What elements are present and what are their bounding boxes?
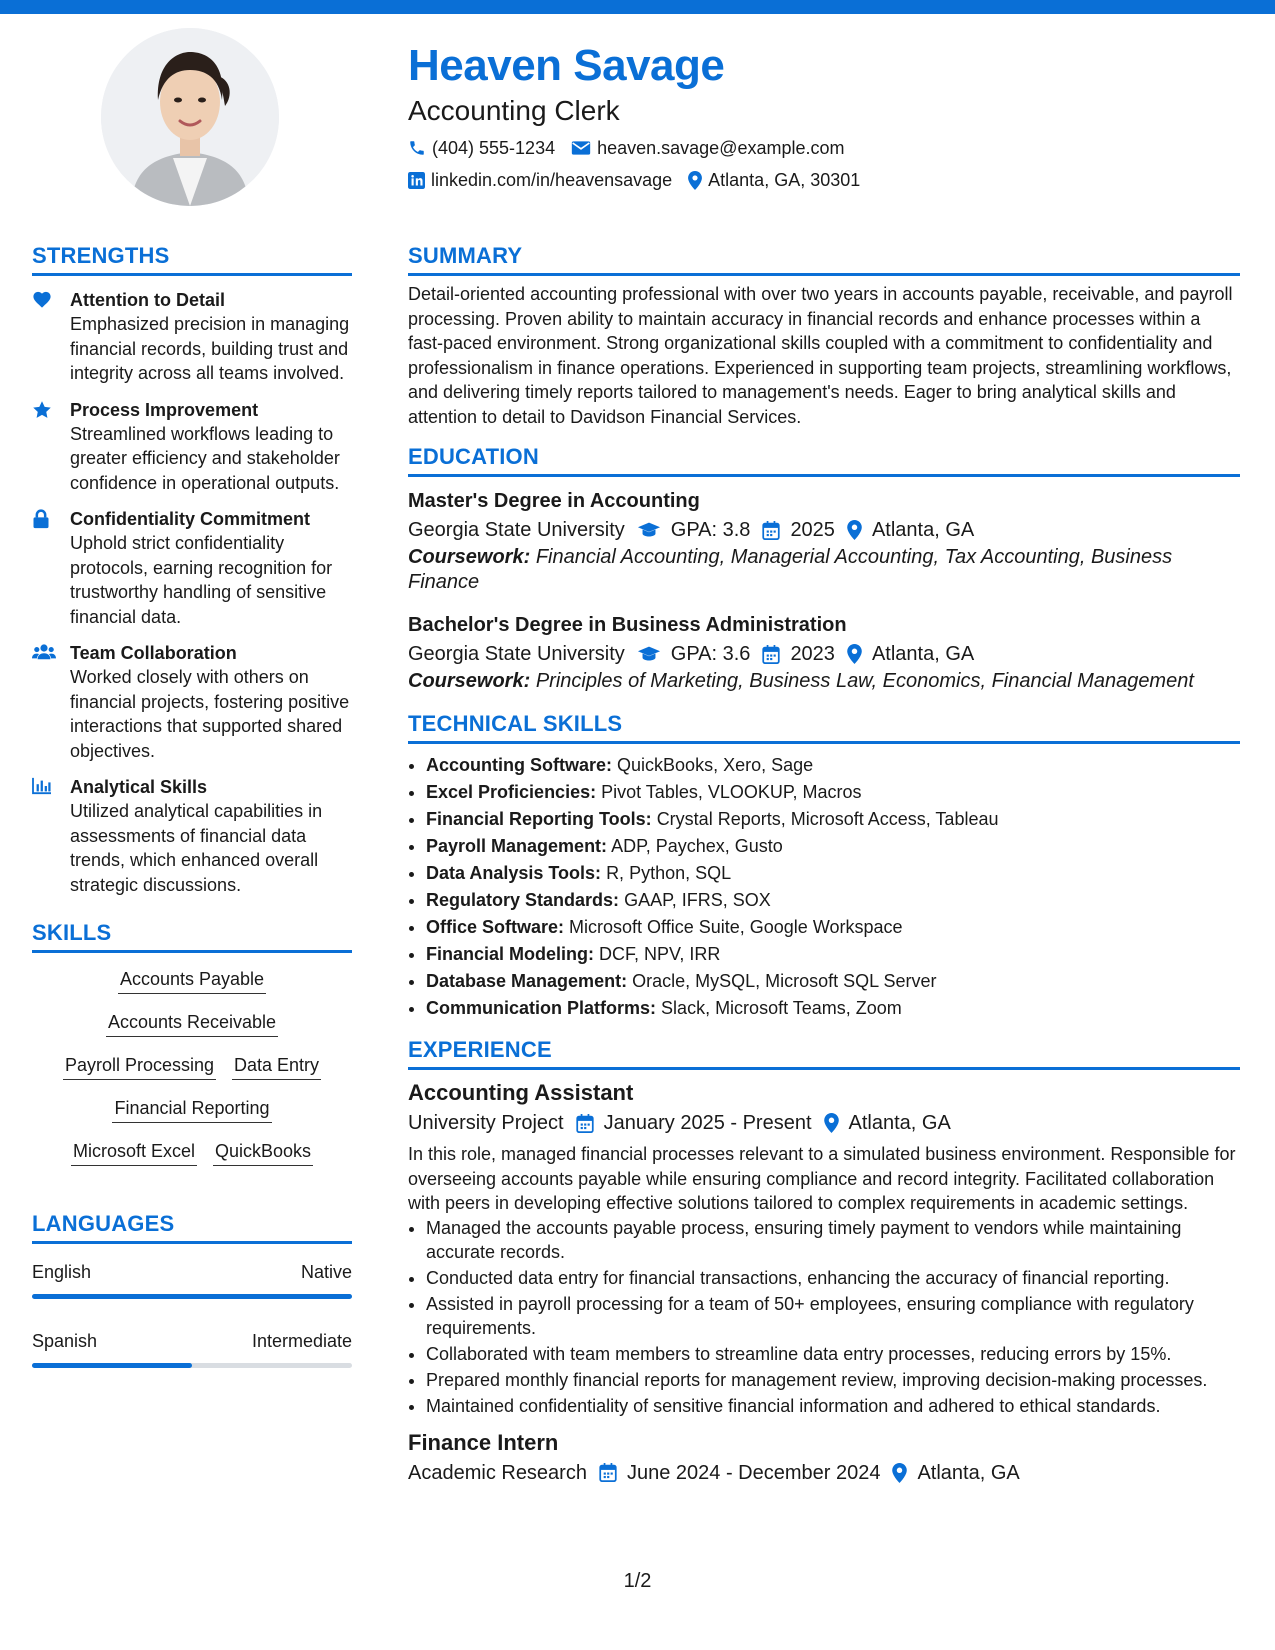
coursework: [408, 545, 1240, 595]
candidate-title: Accounting Clerk: [408, 95, 620, 126]
graduation-year: 2025: [790, 519, 835, 541]
phone-icon: [408, 139, 426, 157]
coursework: [408, 669, 1240, 694]
summary-heading: SUMMARY: [408, 242, 1240, 276]
experience-entry: [408, 1078, 1240, 1418]
degree-title: Bachelor's Degree in Business Administration: [408, 614, 847, 636]
language-item: [32, 1260, 352, 1299]
strength-desc: Emphasized precision in managing financial records, building trust and integrity across all teams involved.: [70, 314, 350, 383]
job-description: In this role, managed financial processes relevant to a simulated business environment. Responsible for overseeing accounts payable while ensuring compliance and record integrity. Facilitated collaboration with peers in developing effective solutions tailored to complex requirements in academic settings.: [408, 1144, 1236, 1213]
language-proficiency-fill: [32, 1294, 352, 1299]
contact-row-1: [408, 136, 1248, 160]
list-item: [426, 995, 1240, 1022]
tech-skill-value: GAAP, IFRS, SOX: [624, 890, 771, 910]
coursework-label: Coursework:: [408, 546, 531, 568]
language-level: Intermediate: [251, 1331, 352, 1351]
list-item: • Conducted data entry for financial transactions, enhancing the accuracy of financial reporting.: [426, 1266, 1240, 1290]
location-pin-icon: [892, 1463, 907, 1483]
tech-skill-label: Office Software:: [426, 917, 565, 937]
list-item: • Managed the accounts payable process, ensuring timely payment to vendors while maintaining accurate records.: [426, 1216, 1240, 1264]
language-level: Native: [300, 1262, 352, 1282]
coursework-list: Financial Accounting, Managerial Accounting, Tax Accounting, Business Finance: [408, 546, 1173, 593]
list-item: • Assisted in payroll processing for a team of 50+ employees, ensuring compliance with regulatory requirements.: [426, 1292, 1240, 1340]
experience-entry: [408, 1428, 1240, 1488]
school-name: Georgia State University: [408, 643, 625, 665]
gpa-text: GPA: 3.6: [670, 643, 751, 665]
list-item: [426, 752, 1240, 779]
chart-icon: [32, 777, 52, 795]
strength-item: [32, 288, 352, 386]
achievement-list: [408, 1216, 1240, 1418]
heart-icon: [32, 290, 52, 308]
skill-tag: Microsoft Excel: [71, 1139, 197, 1166]
languages-heading: LANGUAGES: [32, 1210, 352, 1244]
experience-meta: [408, 1108, 1240, 1138]
strength-desc: Worked closely with others on financial projects, fostering positive interactions that supported shared objectives.: [70, 667, 350, 761]
summary-text: Detail-oriented accounting professional with over two years in accounts payable, receivable, and payroll processing. Proven ability to maintain accuracy in financial records and enhance processes within a fast-paced environment. Strong organizational skills coupled with a commitment to confidentiality and professionalism in finance operations. Experienced in supporting team projects, streamlining workflows, and delivering timely reports tailored to management's needs. Eager to bring analytical skills and attention to detail to Davidson Financial Services.: [408, 284, 1233, 427]
strength-desc: Utilized analytical capabilities in assessments of financial data trends, which enhanced overall strategic discussions.: [70, 801, 323, 895]
resume-header: [408, 40, 1248, 192]
linkedin-icon: [408, 172, 425, 189]
job-location: Atlanta, GA: [848, 1112, 951, 1134]
language-name: English: [32, 1262, 92, 1282]
tech-skill-value: Crystal Reports, Microsoft Access, Tableau: [656, 809, 999, 829]
tech-skill-label: Data Analysis Tools:: [426, 863, 602, 883]
language-proficiency-bar: [32, 1363, 352, 1368]
skill-tag: Accounts Receivable: [106, 1010, 278, 1037]
job-dates: January 2025 - Present: [603, 1112, 812, 1134]
education-entry: [408, 611, 1240, 694]
strength-title: Analytical Skills: [70, 777, 208, 797]
job-dates: June 2024 - December 2024: [626, 1461, 881, 1484]
coursework-label: Coursework:: [408, 670, 531, 692]
school-name: Georgia State University: [408, 519, 625, 541]
list-item: [426, 779, 1240, 806]
strength-desc: Uphold strict confidentiality protocols, earning recognition for trustworthy handling of sensitive financial data.: [70, 533, 333, 627]
list-item: [426, 941, 1240, 968]
list-item: • Prepared monthly financial reports for management review, improving decision-making processes.: [426, 1368, 1240, 1392]
tech-skill-value: DCF, NPV, IRR: [599, 944, 721, 964]
tech-skill-label: Financial Modeling:: [426, 944, 595, 964]
tech-skill-value: R, Python, SQL: [606, 863, 732, 883]
strength-desc: Streamlined workflows leading to greater efficiency and stakeholder confidence in operational outputs.: [70, 423, 340, 493]
top-accent-bar: [0, 0, 1275, 14]
gpa-text: GPA: 3.8: [670, 519, 751, 541]
experience-heading: EXPERIENCE: [408, 1036, 1240, 1070]
graduation-year: 2023: [790, 643, 835, 665]
calendar-icon: [576, 1114, 594, 1133]
strengths-heading: STRENGTHS: [32, 242, 352, 276]
location-pin-icon: [688, 171, 702, 190]
coursework-list: Principles of Marketing, Business Law, Economics, Financial Management: [535, 670, 1194, 692]
language-item: [32, 1329, 352, 1368]
tech-skill-value: Slack, Microsoft Teams, Zoom: [661, 998, 902, 1018]
profile-photo-illustration: [101, 28, 279, 206]
strength-title: Attention to Detail: [70, 290, 225, 310]
education-meta: [408, 639, 1240, 669]
list-item: • Maintained confidentiality of sensitive financial information and adhered to ethical standards.: [426, 1394, 1240, 1418]
job-location: Atlanta, GA: [917, 1461, 1020, 1484]
language-proficiency-bar: [32, 1294, 352, 1299]
tech-skill-label: Database Management:: [426, 971, 628, 991]
technical-skills-heading: TECHNICAL SKILLS: [408, 710, 1240, 744]
calendar-icon: [599, 1463, 617, 1482]
experience-meta: [408, 1458, 1240, 1488]
list-item: [426, 806, 1240, 833]
strength-title: Team Collaboration: [70, 643, 237, 663]
tech-skill-label: Payroll Management:: [426, 836, 608, 856]
list-item: [426, 833, 1240, 860]
tech-skill-label: Regulatory Standards:: [426, 890, 620, 910]
skill-tag: Payroll Processing: [63, 1053, 216, 1080]
calendar-icon: [762, 521, 780, 540]
envelope-icon: [571, 140, 591, 156]
organization: University Project: [408, 1112, 564, 1134]
email-text: heaven.savage@example.com: [597, 137, 845, 158]
skill-tag: QuickBooks: [213, 1139, 313, 1166]
tech-skill-value: Oracle, MySQL, Microsoft SQL Server: [632, 971, 937, 991]
school-location: Atlanta, GA: [871, 519, 975, 541]
graduation-cap-icon: [637, 521, 661, 539]
education-heading: EDUCATION: [408, 443, 1240, 477]
strength-item: [32, 398, 352, 496]
tech-skill-value: ADP, Paychex, Gusto: [611, 836, 783, 856]
job-title: Finance Intern: [408, 1429, 559, 1455]
skills-list: [32, 967, 352, 1166]
school-location: Atlanta, GA: [871, 643, 975, 665]
page-number: 1/2: [623, 1570, 652, 1592]
candidate-name: Heaven Savage: [408, 41, 725, 90]
users-icon: [32, 643, 56, 661]
graduation-cap-icon: [637, 645, 661, 663]
skill-tag: Data Entry: [232, 1053, 321, 1080]
tech-skill-label: Communication Platforms:: [426, 998, 657, 1018]
list-item: [426, 914, 1240, 941]
strength-title: Confidentiality Commitment: [70, 509, 311, 529]
technical-skills-list: [408, 752, 1240, 1022]
strength-item: [32, 775, 352, 897]
location-pin-icon: [824, 1113, 839, 1133]
profile-photo: [101, 28, 279, 206]
skills-heading: SKILLS: [32, 919, 352, 953]
contact-row-2: [408, 168, 1248, 192]
language-proficiency-fill: [32, 1363, 192, 1368]
organization: Academic Research: [408, 1461, 587, 1484]
linkedin-text: linkedin.com/in/heavensavage: [431, 169, 673, 190]
location-text: Atlanta, GA, 30301: [708, 169, 861, 190]
email-contact[interactable]: [571, 138, 844, 159]
tech-skill-label: Financial Reporting Tools:: [426, 809, 652, 829]
language-name: Spanish: [32, 1331, 98, 1351]
calendar-icon: [762, 645, 780, 664]
strength-title: Process Improvement: [70, 399, 259, 420]
location-pin-icon: [847, 520, 862, 540]
job-title: Accounting Assistant: [408, 1080, 634, 1105]
left-column: [32, 242, 352, 1368]
phone-text: (404) 555-1234: [432, 137, 556, 158]
star-icon: [32, 400, 52, 420]
linkedin-contact[interactable]: [408, 170, 672, 191]
list-item: [426, 860, 1240, 887]
tech-skill-value: QuickBooks, Xero, Sage: [617, 755, 814, 775]
list-item: [426, 968, 1240, 995]
location-contact: [688, 170, 860, 191]
tech-skill-label: Excel Proficiencies:: [426, 782, 597, 802]
degree-title: Master's Degree in Accounting: [408, 490, 700, 512]
education-meta: [408, 515, 1240, 545]
list-item: • Collaborated with team members to streamline data entry processes, reducing errors by 15%.: [426, 1342, 1240, 1366]
tech-skill-value: Microsoft Office Suite, Google Workspace: [569, 917, 903, 937]
skill-tag: Accounts Payable: [118, 967, 266, 994]
strength-item: [32, 507, 352, 629]
skill-tag: Financial Reporting: [112, 1096, 271, 1123]
phone-contact[interactable]: [408, 138, 555, 159]
list-item: [426, 887, 1240, 914]
strength-item: [32, 641, 352, 763]
location-pin-icon: [847, 644, 862, 664]
tech-skill-value: Pivot Tables, VLOOKUP, Macros: [601, 782, 862, 802]
tech-skill-label: Accounting Software:: [426, 755, 613, 775]
lock-icon: [32, 509, 50, 529]
right-column: [408, 242, 1240, 1488]
education-entry: [408, 487, 1240, 595]
